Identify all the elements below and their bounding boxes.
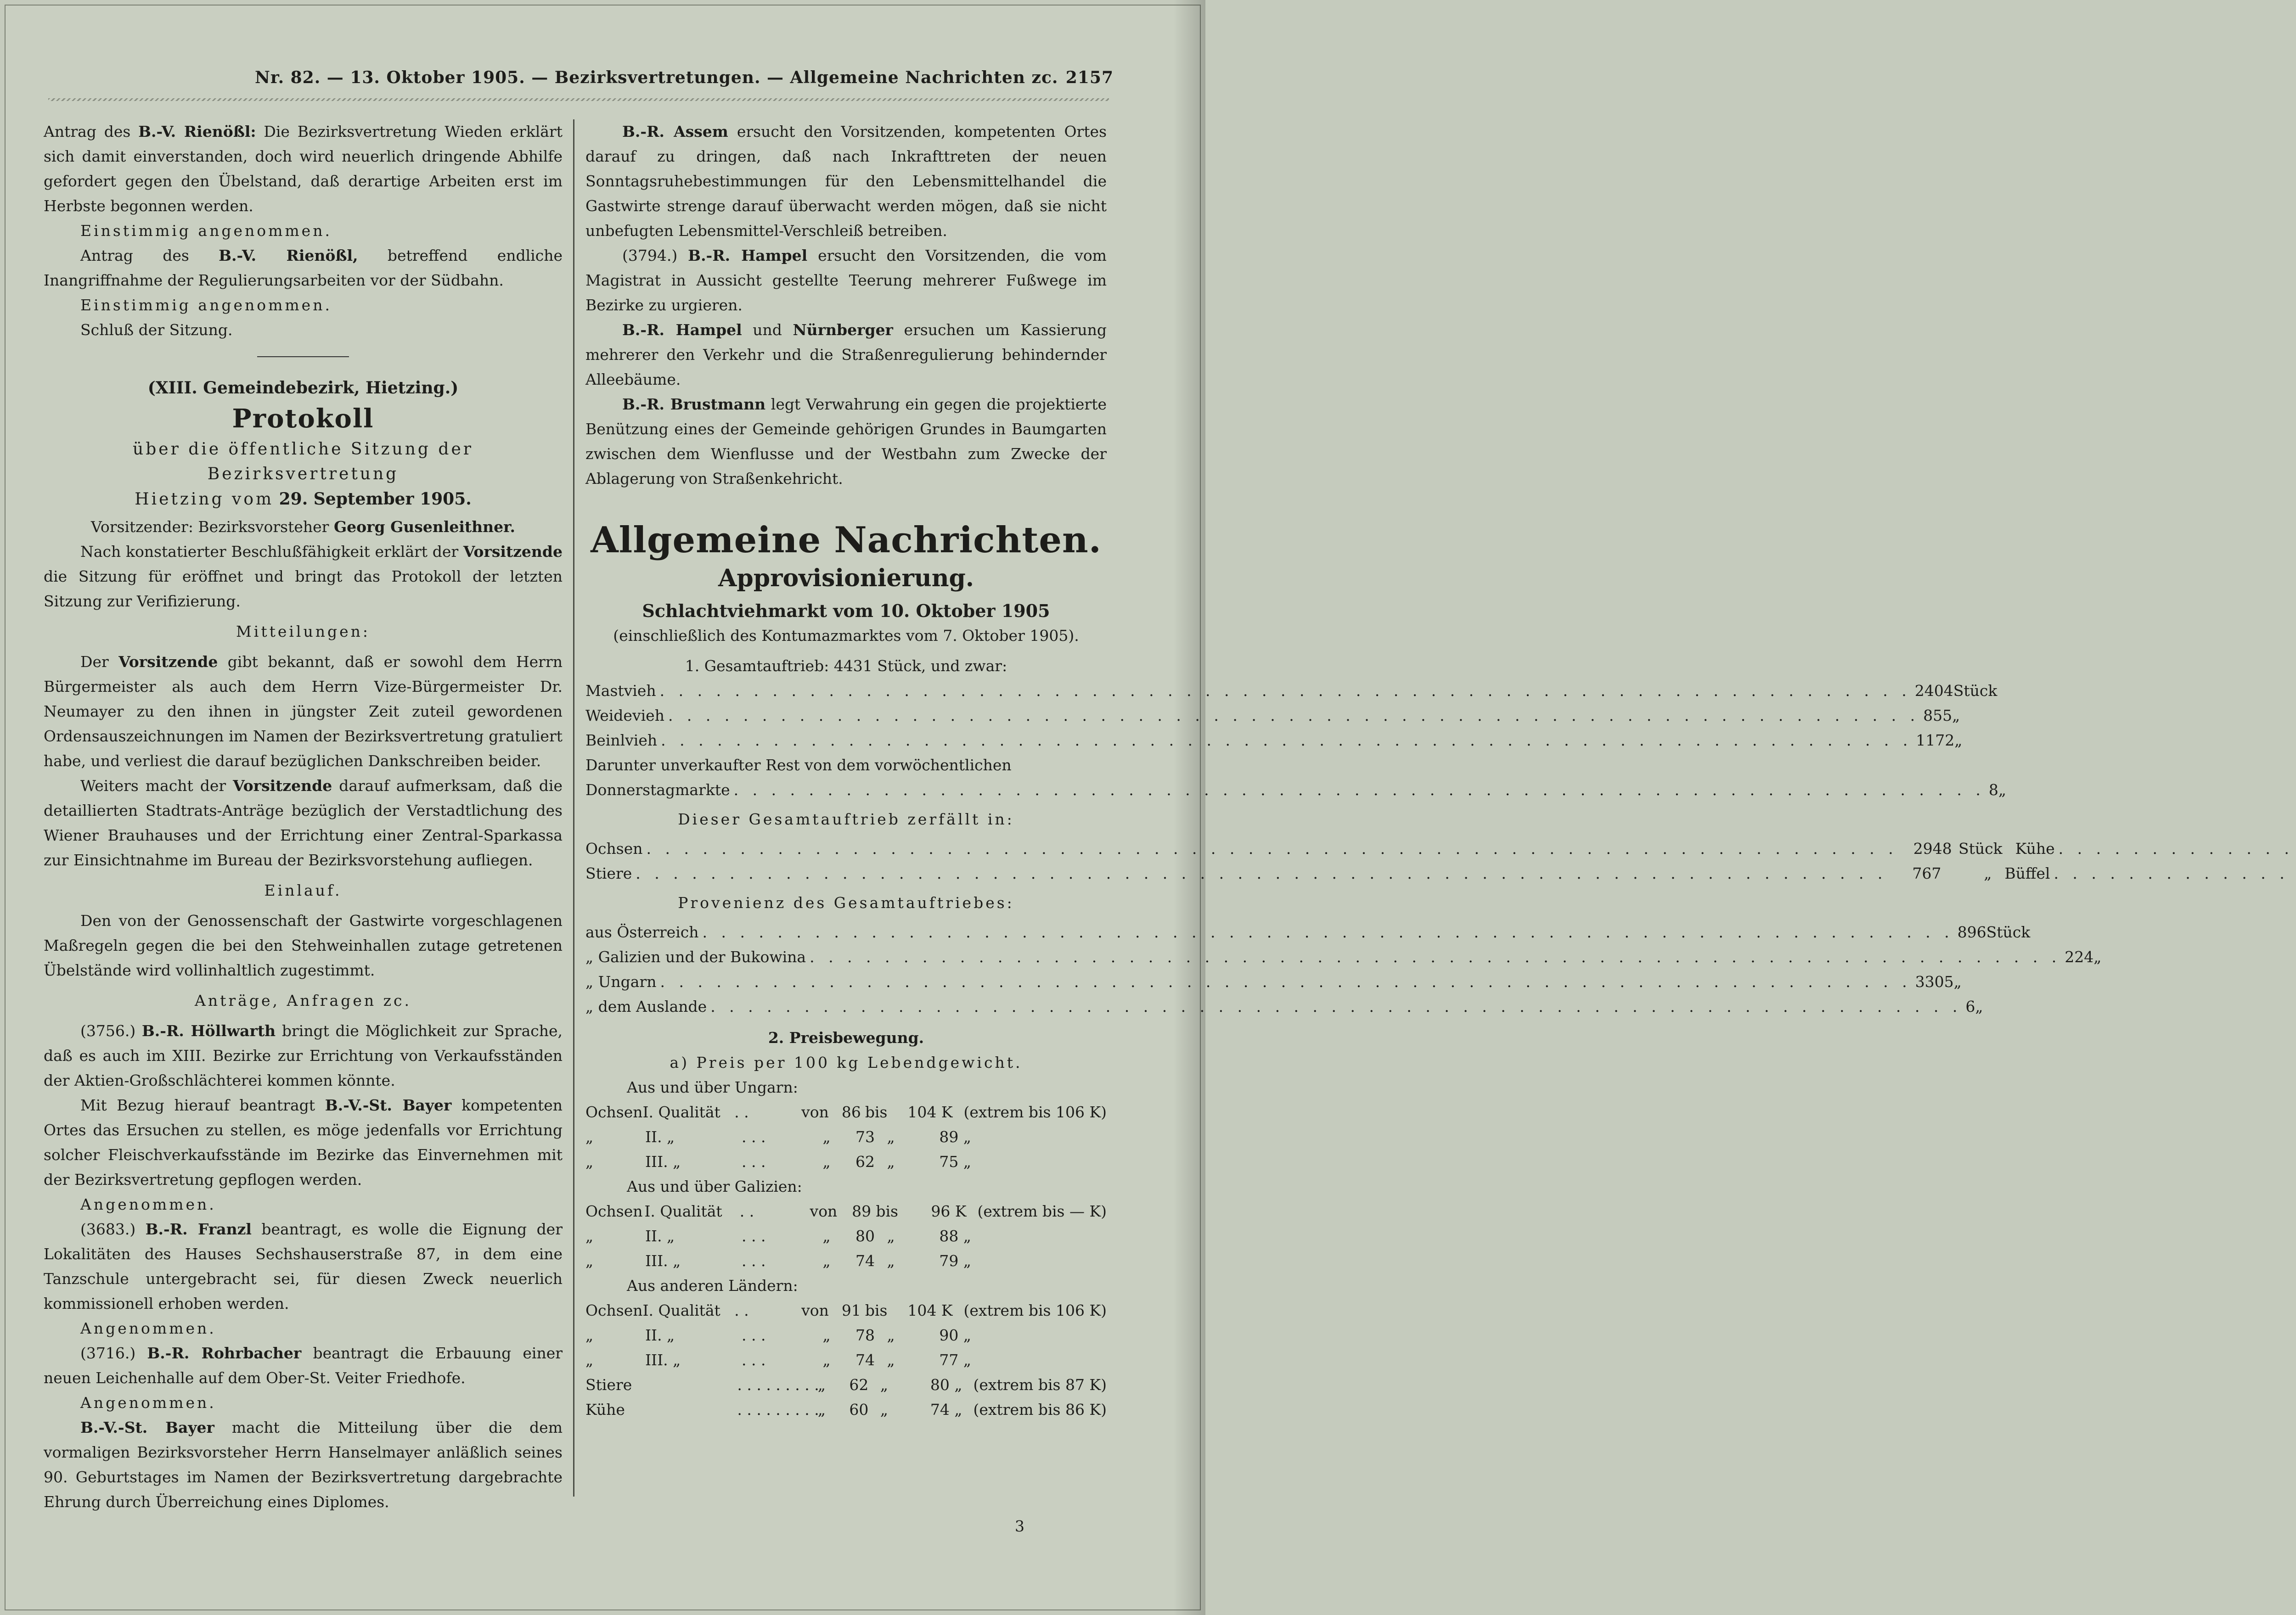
price-cell: 80 „ bbox=[930, 1376, 962, 1394]
price-table bbox=[585, 1075, 1107, 1422]
price-cell: II. „ bbox=[645, 1128, 675, 1146]
price-cell: Ochsen bbox=[585, 1202, 643, 1220]
price-cell: „ bbox=[585, 1351, 594, 1369]
section-title: Allgemeine Nachrichten. bbox=[591, 519, 1102, 561]
split-table bbox=[585, 836, 2055, 886]
paragraph: Einstimmig angenommen. bbox=[80, 296, 332, 314]
item-label: Ochsen bbox=[585, 840, 643, 858]
price-cell: 62 bbox=[849, 1376, 869, 1394]
item-label: Weidevieh bbox=[585, 707, 664, 724]
item-label: „ Galizien und der Bukowina bbox=[585, 948, 806, 966]
price-cell: „ bbox=[822, 1227, 831, 1245]
price-cell: „ bbox=[822, 1153, 831, 1171]
leader-dots bbox=[660, 679, 1911, 703]
price-cell: 75 „ bbox=[939, 1153, 971, 1171]
price-cell: II. „ bbox=[645, 1227, 675, 1245]
price-cell: „ bbox=[817, 1401, 826, 1419]
price-cell: „ bbox=[585, 1153, 594, 1171]
price-row bbox=[585, 1323, 1107, 1348]
left-column bbox=[44, 119, 563, 1514]
paragraph: Den von der Genossenschaft der Gastwirte vorgeschlagenen Maßregeln gegen die bei den Stehweinhallen zutage getretenen Übelstände wird vollinhaltlich zugestimmt. bbox=[44, 912, 563, 979]
price-cell: „ bbox=[822, 1326, 831, 1344]
price-group-title: Aus anderen Ländern: bbox=[627, 1277, 798, 1295]
price-row bbox=[585, 1199, 1107, 1224]
price-cell: Ochsen bbox=[585, 1301, 643, 1319]
price-row bbox=[585, 1249, 1107, 1273]
section-heading: Mitteilungen: bbox=[236, 622, 371, 640]
price-cell: 90 „ bbox=[939, 1326, 971, 1344]
price-cell: 88 „ bbox=[939, 1227, 971, 1245]
price-cell: 74 bbox=[855, 1351, 875, 1369]
paragraph: Der Vorsitzende gibt bekannt, daß er sowohl dem Herrn Bürgermeister als auch dem Herrn Vize-Bürgermeister Dr. Neumayer zu den ihnen in jüngster Zeit zuteil gewordenen Ordensauszeichnungen im Namen der Bezirksvertretung gratuliert habe, und verliest die darauf bezüglichen Dankschreiben beider. bbox=[44, 653, 563, 770]
price-cell: III. „ bbox=[645, 1351, 681, 1369]
right-column bbox=[585, 119, 2102, 1422]
price-extreme: (extrem bis 106 K) bbox=[963, 1103, 1107, 1121]
item-label: Stiere bbox=[585, 864, 632, 882]
market-title: Schlachtviehmarkt vom 10. Oktober 1905 bbox=[642, 600, 1050, 621]
price-cell: 96 K bbox=[931, 1202, 967, 1220]
price-cell: 78 bbox=[855, 1326, 875, 1344]
price-cell: bis bbox=[865, 1301, 888, 1319]
item-unit: Stück bbox=[1953, 682, 1998, 700]
price-row bbox=[585, 1125, 1107, 1150]
origin-list bbox=[585, 920, 2102, 1019]
leader-dots bbox=[647, 836, 1898, 861]
running-header bbox=[44, 68, 1114, 95]
price-cell: „ bbox=[822, 1252, 831, 1270]
price-cell: von bbox=[810, 1202, 838, 1220]
paragraph: (3716.) B.-R. Rohrbacher beantragt die Erbauung einer neuen Leichenhalle auf dem Ober-St. Veiter Friedhofe. bbox=[44, 1344, 563, 1387]
subsection-title: Approvisionierung. bbox=[718, 564, 974, 592]
page-number: 2157 bbox=[1065, 68, 1114, 87]
split-right bbox=[2015, 836, 2296, 861]
price-cell: 62 bbox=[855, 1153, 875, 1171]
item-unit: Stück bbox=[1986, 923, 2031, 941]
list-item bbox=[585, 920, 2031, 945]
item-label: Büffel bbox=[2004, 864, 2050, 882]
price-cell: „ bbox=[880, 1376, 888, 1394]
price-cell: . . . bbox=[742, 1326, 766, 1344]
price-row bbox=[585, 1348, 1107, 1373]
item-value: 6 bbox=[1965, 998, 1975, 1015]
item-label: „ dem Auslande bbox=[585, 998, 707, 1015]
price-cell: Kühe bbox=[585, 1401, 625, 1419]
price-cell: 60 bbox=[849, 1401, 869, 1419]
price-cell: von bbox=[801, 1103, 829, 1121]
price-cell bbox=[643, 1373, 737, 1397]
paragraph: Antrag des B.-V. Rienößl: Die Bezirksvertretung Wieden erklärt sich damit einverstanden, doch wird neuerlich dringende Abhilfe gefordert gegen den Übelstand, daß derartige Arbeiten erst im Herbste begonnen werden. bbox=[44, 123, 563, 215]
price-extreme: (extrem bis 87 K) bbox=[973, 1376, 1107, 1394]
price-cell: 74 „ bbox=[930, 1401, 962, 1419]
signature-mark: 3 bbox=[1015, 1517, 1024, 1535]
price-group-title: Aus und über Galizien: bbox=[627, 1178, 802, 1195]
protokoll-title: Protokoll bbox=[232, 404, 374, 434]
price-cell: „ bbox=[817, 1376, 826, 1394]
price-cell bbox=[643, 1397, 737, 1422]
price-cell: 86 bbox=[841, 1103, 861, 1121]
item-value: 767 bbox=[1912, 864, 1941, 882]
paragraph: Darunter unverkaufter Rest von dem vorwöchentlichen bbox=[585, 756, 1012, 774]
paragraph: Mit Bezug hierauf beantragt B.-V.-St. Bayer kompetenten Ortes das Ersuchen zu stellen, es möge jedenfalls vor Errichtung solcher Fleischverkaufsstände im Bezirke das Einvernehmen mit der Bezirksvertretung gepflogen werden. bbox=[44, 1096, 563, 1189]
paragraph: (3794.) B.-R. Hampel ersucht den Vorsitzenden, die vom Magistrat in Aussicht gestellte Teerung mehrerer Fußwege im Bezirke zu urgieren. bbox=[585, 247, 1107, 314]
leader-dots bbox=[660, 970, 1911, 994]
paragraph: Nach konstatierter Beschlußfähigkeit erklärt der Vorsitzende die Sitzung für eröffnet und bringt das Protokoll der letzten Sitzung zur Verifizierung. bbox=[44, 543, 563, 610]
price-cell: von bbox=[801, 1301, 829, 1319]
item-label: Beinlvieh bbox=[585, 731, 658, 749]
price-cell: III. „ bbox=[645, 1153, 681, 1171]
leader-dots bbox=[710, 994, 1962, 1019]
price-cell: „ bbox=[887, 1252, 895, 1270]
list-item bbox=[585, 679, 1998, 703]
district-heading: (XIII. Gemeindebezirk, Hietzing.) bbox=[147, 378, 459, 398]
split-row bbox=[585, 836, 2055, 861]
price-cell: . . . bbox=[742, 1252, 766, 1270]
item-unit: „ bbox=[1975, 998, 1983, 1015]
total-heading: 1. Gesamtauftrieb: 4431 Stück, und zwar: bbox=[685, 657, 1007, 675]
price-cell: 80 bbox=[855, 1227, 875, 1245]
split-left bbox=[585, 836, 2003, 861]
split-left bbox=[585, 861, 1992, 886]
paragraph: Weiters macht der Vorsitzende darauf aufmerksam, daß die detaillierten Stadtrats-Anträge bezüglich der Verstadtlichung des Wiener Brauhauses und der Errichtung einer Zentral-Sparkassa zur Einsichtnahme im Bureau der Bezirksvorstehung aufliegen. bbox=[44, 777, 563, 869]
price-cell: 89 „ bbox=[939, 1128, 971, 1146]
paragraph: B.-R. Hampel und Nürnberger ersuchen um Kassierung mehrerer den Verkehr und die Straßenregulierung behindernder Alleebäume. bbox=[585, 321, 1107, 388]
price-cell: „ bbox=[887, 1326, 895, 1344]
price-extreme: (extrem bis 106 K) bbox=[963, 1301, 1107, 1319]
price-cell: 89 bbox=[852, 1202, 872, 1220]
item-value: 224 bbox=[2065, 948, 2094, 966]
item-unit: Stück bbox=[1958, 840, 2003, 858]
paragraph: Angenommen. bbox=[80, 1394, 216, 1412]
price-cell: 77 „ bbox=[939, 1351, 971, 1369]
price-extreme: (extrem bis — K) bbox=[977, 1202, 1107, 1220]
item-value: 2404 bbox=[1914, 682, 1953, 700]
price-cell: . . . . . . . . . bbox=[737, 1401, 819, 1419]
paragraph: B.-R. Brustmann legt Verwahrung ein gegen die projektierte Benützung eines der Gemeinde gehörigen Grundes in Baumgarten zwischen dem Wienflusse und der Westbahn zum Zwecke der Ablagerung von Straßenkehricht. bbox=[585, 395, 1107, 488]
price-cell: . . . bbox=[742, 1351, 766, 1369]
paragraph: Schluß der Sitzung. bbox=[80, 321, 233, 339]
paragraph: B.-R. Assem ersucht den Vorsitzenden, kompetenten Ortes darauf zu dringen, daß nach Inkrafttreten der neuen Sonntagsruhebestimmungen für den Lebensmittelhandel die Gastwirte strenge darauf überwacht werden mögen, daß sie nicht unbefugten Lebensmittel-Verschleiß betreiben. bbox=[585, 123, 1107, 240]
price-cell: „ bbox=[880, 1401, 888, 1419]
price-cell: Stiere bbox=[585, 1376, 632, 1394]
item-label: Mastvieh bbox=[585, 682, 656, 700]
price-cell: 79 „ bbox=[939, 1252, 971, 1270]
chair-line: Vorsitzender: Bezirksvorsteher Georg Gusenleithner. bbox=[91, 518, 515, 536]
item-label: „ Ungarn bbox=[585, 973, 657, 991]
price-cell: „ bbox=[822, 1128, 831, 1146]
section-heading: 2. Preisbewegung. bbox=[768, 1029, 924, 1047]
list-item bbox=[585, 703, 1960, 728]
price-cell: „ bbox=[822, 1351, 831, 1369]
price-cell: „ bbox=[585, 1128, 594, 1146]
price-cell: „ bbox=[585, 1252, 594, 1270]
section-rule bbox=[257, 356, 349, 357]
leader-dots bbox=[810, 945, 2061, 970]
leader-dots bbox=[2054, 861, 2296, 886]
price-cell: I. Qualität bbox=[642, 1301, 720, 1319]
price-cell: 74 bbox=[855, 1252, 875, 1270]
price-row bbox=[585, 1397, 1107, 1422]
price-cell: 104 K bbox=[907, 1103, 953, 1121]
livestock-list bbox=[585, 679, 1998, 753]
paragraph: B.-V.-St. Bayer macht die Mitteilung über die dem vormaligen Bezirksvorsteher Herrn Hanselmayer anläßlich seines 90. Geburtstages im Namen der Bezirksvertretung dargebrachte Ehrung durch Überreichung eines Diplomes. bbox=[44, 1419, 563, 1511]
price-cell: „ bbox=[585, 1326, 594, 1344]
market-subtitle: (einschließlich des Kontumazmarktes vom 7. Oktober 1905). bbox=[613, 627, 1079, 645]
price-cell: bis bbox=[876, 1202, 898, 1220]
header-title: Nr. 82. — 13. Oktober 1905. — Bezirksvertretungen. — Allgemeine Nachrichten zc. bbox=[255, 68, 1058, 87]
list-item bbox=[585, 945, 2102, 970]
price-cell: Ochsen bbox=[585, 1103, 643, 1121]
price-cell: 91 bbox=[841, 1301, 861, 1319]
price-cell: II. „ bbox=[645, 1326, 675, 1344]
item-unit: „ bbox=[2093, 948, 2102, 966]
price-cell: . . bbox=[739, 1202, 754, 1220]
price-cell: . . . bbox=[742, 1153, 766, 1171]
price-cell: . . bbox=[734, 1103, 749, 1121]
price-cell: I. Qualität bbox=[644, 1202, 722, 1220]
price-cell: . . . . . . . . . bbox=[737, 1376, 819, 1394]
item-value: 3305 bbox=[1915, 973, 1954, 991]
paragraph: Angenommen. bbox=[80, 1195, 216, 1213]
price-cell: „ bbox=[887, 1227, 895, 1245]
price-cell: „ bbox=[585, 1227, 594, 1245]
item-unit: „ bbox=[1952, 707, 1960, 724]
item-label: Kühe bbox=[2015, 840, 2055, 858]
item-value: 896 bbox=[1957, 923, 1986, 941]
paragraph: (3683.) B.-R. Franzl beantragt, es wolle die Eignung der Lokalitäten des Hauses Sechshauserstraße 87, in dem eine Tanzschule untergebracht sei, für diesen Zweck neuerlich kommissionell erhoben werden. bbox=[44, 1220, 563, 1312]
header-rule bbox=[48, 98, 1109, 101]
item-value: 2948 bbox=[1913, 840, 1952, 858]
list-item bbox=[585, 970, 1962, 994]
split-right bbox=[2004, 861, 2296, 886]
price-cell: . . . bbox=[742, 1128, 766, 1146]
price-row bbox=[585, 1373, 1107, 1397]
leader-dots bbox=[661, 728, 1912, 753]
subtitle: über die öffentliche Sitzung der Bezirksvertretung bbox=[133, 440, 473, 483]
price-cell: 73 bbox=[855, 1128, 875, 1146]
price-cell: 104 K bbox=[907, 1301, 953, 1319]
leader-dots bbox=[2059, 836, 2296, 861]
price-row bbox=[585, 1150, 1107, 1174]
paragraph: Angenommen. bbox=[80, 1319, 216, 1337]
list-item bbox=[585, 728, 1963, 753]
item-value: 1172 bbox=[1916, 731, 1955, 749]
price-cell: „ bbox=[887, 1128, 895, 1146]
price-group-title: Aus und über Ungarn: bbox=[627, 1078, 798, 1096]
subtitle: Hietzing vom 29. September 1905. bbox=[135, 489, 472, 509]
section-heading: Provenienz des Gesamtauftriebes: bbox=[678, 894, 1014, 912]
price-row bbox=[585, 1298, 1107, 1323]
section-subheading: a) Preis per 100 kg Lebendgewicht. bbox=[670, 1054, 1023, 1071]
price-cell: III. „ bbox=[645, 1252, 681, 1270]
leader-dots bbox=[703, 920, 1954, 945]
price-extreme: (extrem bis 86 K) bbox=[973, 1401, 1107, 1419]
price-cell: I. Qualität bbox=[642, 1103, 720, 1121]
list-item: Donnerstagmarkte . . . 8 „ bbox=[585, 778, 1107, 802]
item-unit: „ bbox=[1984, 864, 1992, 882]
price-cell: . . bbox=[734, 1301, 749, 1319]
list-item bbox=[585, 994, 1983, 1019]
column-divider bbox=[573, 119, 574, 1497]
section-heading: Anträge, Anfragen zc. bbox=[195, 992, 411, 1009]
leader-dots bbox=[668, 703, 1919, 728]
price-row bbox=[585, 1224, 1107, 1249]
item-unit: „ bbox=[1954, 731, 1963, 749]
price-cell: . . . bbox=[742, 1227, 766, 1245]
price-row bbox=[585, 1100, 1107, 1125]
item-label: aus Österreich bbox=[585, 923, 699, 941]
leader-dots bbox=[636, 861, 1887, 886]
section-heading: Dieser Gesamtauftrieb zerfällt in: bbox=[678, 810, 1014, 828]
paragraph: (3756.) B.-R. Höllwarth bringt die Möglichkeit zur Sprache, daß es auch im XIII. Bezirke zur Errichtung von Verkaufsständen der Aktien-Großschlächterei kommen könnte. bbox=[44, 1022, 563, 1089]
paragraph: Einstimmig angenommen. bbox=[80, 222, 332, 240]
item-value: 855 bbox=[1923, 707, 1953, 724]
section-heading: Einlauf. bbox=[264, 881, 342, 899]
item-unit: „ bbox=[1953, 973, 1962, 991]
price-cell: „ bbox=[887, 1153, 895, 1171]
price-cell: „ bbox=[887, 1351, 895, 1369]
price-cell: bis bbox=[865, 1103, 888, 1121]
split-row bbox=[585, 861, 2050, 886]
paragraph: Antrag des B.-V. Rienößl, betreffend endliche Inangriffnahme der Regulierungsarbeiten vor der Südbahn. bbox=[44, 247, 563, 289]
